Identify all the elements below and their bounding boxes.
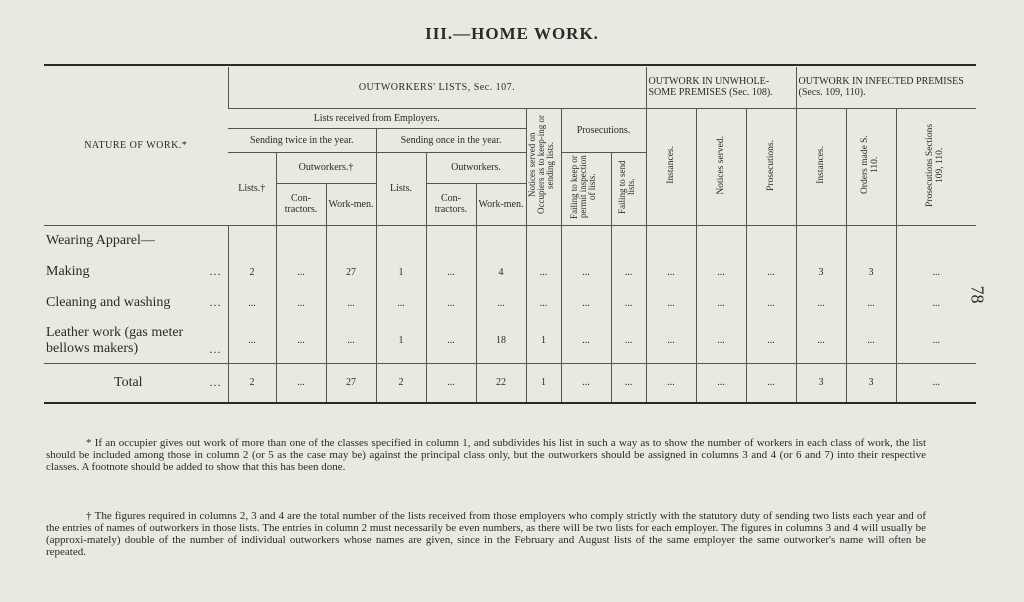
notices-occupiers-title: Notices served on Occupiers as to keep-ing or sending lists.: [526, 108, 561, 225]
table-row: [44, 288, 976, 319]
failing-send-title: Failing to send lists.: [611, 152, 646, 225]
table-cell: [228, 225, 276, 257]
home-work-table-full: [44, 67, 976, 404]
table-cell: ...: [746, 319, 796, 364]
table-cell: [376, 225, 426, 257]
table-cell: ...: [326, 288, 376, 319]
table-cell: [426, 225, 476, 257]
workmen-title-2: Work-men.: [478, 198, 524, 210]
table-cell: 27: [326, 363, 376, 403]
table-row: [44, 257, 976, 288]
sending-twice-title: Sending twice in the year.: [228, 128, 376, 152]
contractors-title-1: Con-tractors.: [277, 184, 327, 225]
table-cell: ...: [276, 319, 326, 364]
table-cell: ...: [796, 288, 846, 319]
row-label: Cleaning and washing ...: [44, 288, 228, 319]
table-cell: ...: [611, 288, 646, 319]
table-cell: ...: [611, 319, 646, 364]
instances-title-1: Instances.: [646, 108, 696, 225]
table-cell: ...: [646, 319, 696, 364]
table-cell: ...: [476, 288, 526, 319]
table-cell: 22: [476, 363, 526, 403]
sending-once-title: Sending once in the year.: [376, 128, 526, 152]
table-cell: [526, 225, 561, 257]
infected-title: OUTWORK IN INFECTED PREMISES (Secs. 109, 110).: [796, 67, 976, 108]
table-cell: ...: [276, 288, 326, 319]
failing-keep-title: Failing to keep or permit inspection of lists.: [561, 152, 611, 225]
table-cell: [561, 225, 611, 257]
table-cell: ...: [696, 319, 746, 364]
table-cell: [646, 225, 696, 257]
contractors-title-2: Con-tractors.: [427, 184, 477, 225]
footnote-asterisk: * If an occupier gives out work of more than one of the classes specified in column 1, and subdivides his list in such a way as to show the number of workers in each class of work, the list should be included among those in column 2 (or 5 as the case may be) against the principal class only, but the outworkers should be assigned in columns 3 and 4 (or 6 and 7) into their respective classes. A footnote should be added to show that this has been done.: [46, 437, 926, 473]
table-row: [44, 225, 976, 257]
outworkers-once-cell: [426, 152, 526, 225]
outworkers-lists-title: OUTWORKERS' LISTS, Sec. 107.: [228, 67, 646, 108]
prosecutions-title: Prosecutions.: [561, 108, 646, 152]
table-cell: 3: [846, 257, 896, 288]
table-cell: 2: [228, 363, 276, 403]
table-cell: ...: [228, 319, 276, 364]
table-body: [44, 225, 976, 403]
table-cell: 2: [376, 363, 426, 403]
table-cell: [326, 225, 376, 257]
table-cell: ...: [896, 363, 976, 403]
table-cell: [796, 225, 846, 257]
unwholesome-title: OUTWORK IN UNWHOLE-SOME PREMISES (Sec. 108).: [646, 67, 796, 108]
table-cell: ...: [426, 319, 476, 364]
table-cell: 2: [228, 257, 276, 288]
outworkers-twice-title: Outworkers.†: [277, 153, 376, 184]
table-cell: [611, 225, 646, 257]
table-cell: ...: [276, 363, 326, 403]
table-cell: ...: [561, 288, 611, 319]
table-cell: ...: [846, 319, 896, 364]
table-cell: 3: [796, 257, 846, 288]
table-cell: ...: [526, 288, 561, 319]
table-cell: 4: [476, 257, 526, 288]
table-cell: ...: [696, 257, 746, 288]
outworkers-once-title: Outworkers.: [427, 153, 526, 184]
table-cell: 1: [376, 319, 426, 364]
table-cell: ...: [696, 363, 746, 403]
nature-of-work-header: NATURE OF WORK.*: [44, 67, 228, 225]
table-cell: ...: [611, 363, 646, 403]
table-cell: 3: [796, 363, 846, 403]
prosecutions-title-3: Prosecutions Sections 109, 110.: [896, 108, 976, 225]
table-cell: [896, 225, 976, 257]
row-label: Leather work (gas meter bellows makers) ...: [44, 319, 228, 364]
table-cell: ...: [276, 257, 326, 288]
workmen-title-1: Work-men.: [328, 198, 374, 210]
table-cell: ...: [746, 363, 796, 403]
table-cell: ...: [376, 288, 426, 319]
table-cell: ...: [646, 363, 696, 403]
table-cell: 18: [476, 319, 526, 364]
prosecutions-title-2: Prosecutions.: [746, 108, 796, 225]
table-cell: ...: [426, 363, 476, 403]
page-number: 78: [967, 285, 988, 304]
table-cell: 3: [846, 363, 896, 403]
table-cell: ...: [646, 257, 696, 288]
row-label: Wearing Apparel—: [46, 233, 155, 248]
notices-served-title: Notices served.: [696, 108, 746, 225]
footnote-dagger: † The figures required in columns 2, 3 and 4 are the total number of the lists received from those employers who comply strictly with the statutory duty of sending two lists each year and of the entries of names of outworkers in those lists. The entries in column 2 must necessarily be even numbers, as there will be two lists for each employer. The figures in columns 3 and 4 will usually be (approxi-mately) double of the number of individual outworkers whose names are given, since in the February and August lists of the same employer the same outworker's name will often be repeated.: [46, 510, 926, 558]
leader-dots: ...: [209, 264, 222, 278]
page-title: III.—HOME WORK.: [425, 24, 599, 43]
table-cell: ...: [896, 319, 976, 364]
total-row: [44, 363, 976, 403]
table-cell: ...: [326, 319, 376, 364]
table-cell: ...: [526, 257, 561, 288]
orders-made-title: Orders made S. 110.: [846, 108, 896, 225]
table-cell: 1: [376, 257, 426, 288]
table-cell: ...: [896, 288, 976, 319]
leader-dots: ...: [209, 374, 222, 389]
table-cell: ...: [896, 257, 976, 288]
leader-dots: ...: [209, 295, 222, 309]
table-cell: ...: [561, 363, 611, 403]
table-cell: [476, 225, 526, 257]
outworkers-twice-cell: [276, 152, 376, 225]
instances-title-2: Instances.: [796, 108, 846, 225]
lists-twice-title: Lists.†: [228, 152, 276, 225]
row-label: Making ...: [44, 257, 228, 288]
table-cell: [276, 225, 326, 257]
table-cell: 1: [526, 319, 561, 364]
row-label: Total ...: [44, 363, 228, 403]
table-cell: ...: [846, 288, 896, 319]
table-cell: ...: [696, 288, 746, 319]
table-row: [44, 319, 976, 364]
table-cell: ...: [426, 288, 476, 319]
leader-dots: ...: [209, 341, 222, 356]
lists-received-title: Lists received from Employers.: [228, 108, 526, 128]
table-cell: 27: [326, 257, 376, 288]
table-cell: [746, 225, 796, 257]
top-rule: [44, 64, 976, 66]
table-cell: [846, 225, 896, 257]
lists-once-title: Lists.: [376, 152, 426, 225]
table-cell: ...: [561, 319, 611, 364]
table-cell: ...: [426, 257, 476, 288]
table-cell: ...: [796, 319, 846, 364]
table-cell: ...: [646, 288, 696, 319]
table-cell: ...: [746, 288, 796, 319]
table-cell: ...: [228, 288, 276, 319]
table-cell: [696, 225, 746, 257]
table-cell: ...: [611, 257, 646, 288]
table-cell: 1: [526, 363, 561, 403]
table-cell: ...: [746, 257, 796, 288]
table-cell: ...: [561, 257, 611, 288]
